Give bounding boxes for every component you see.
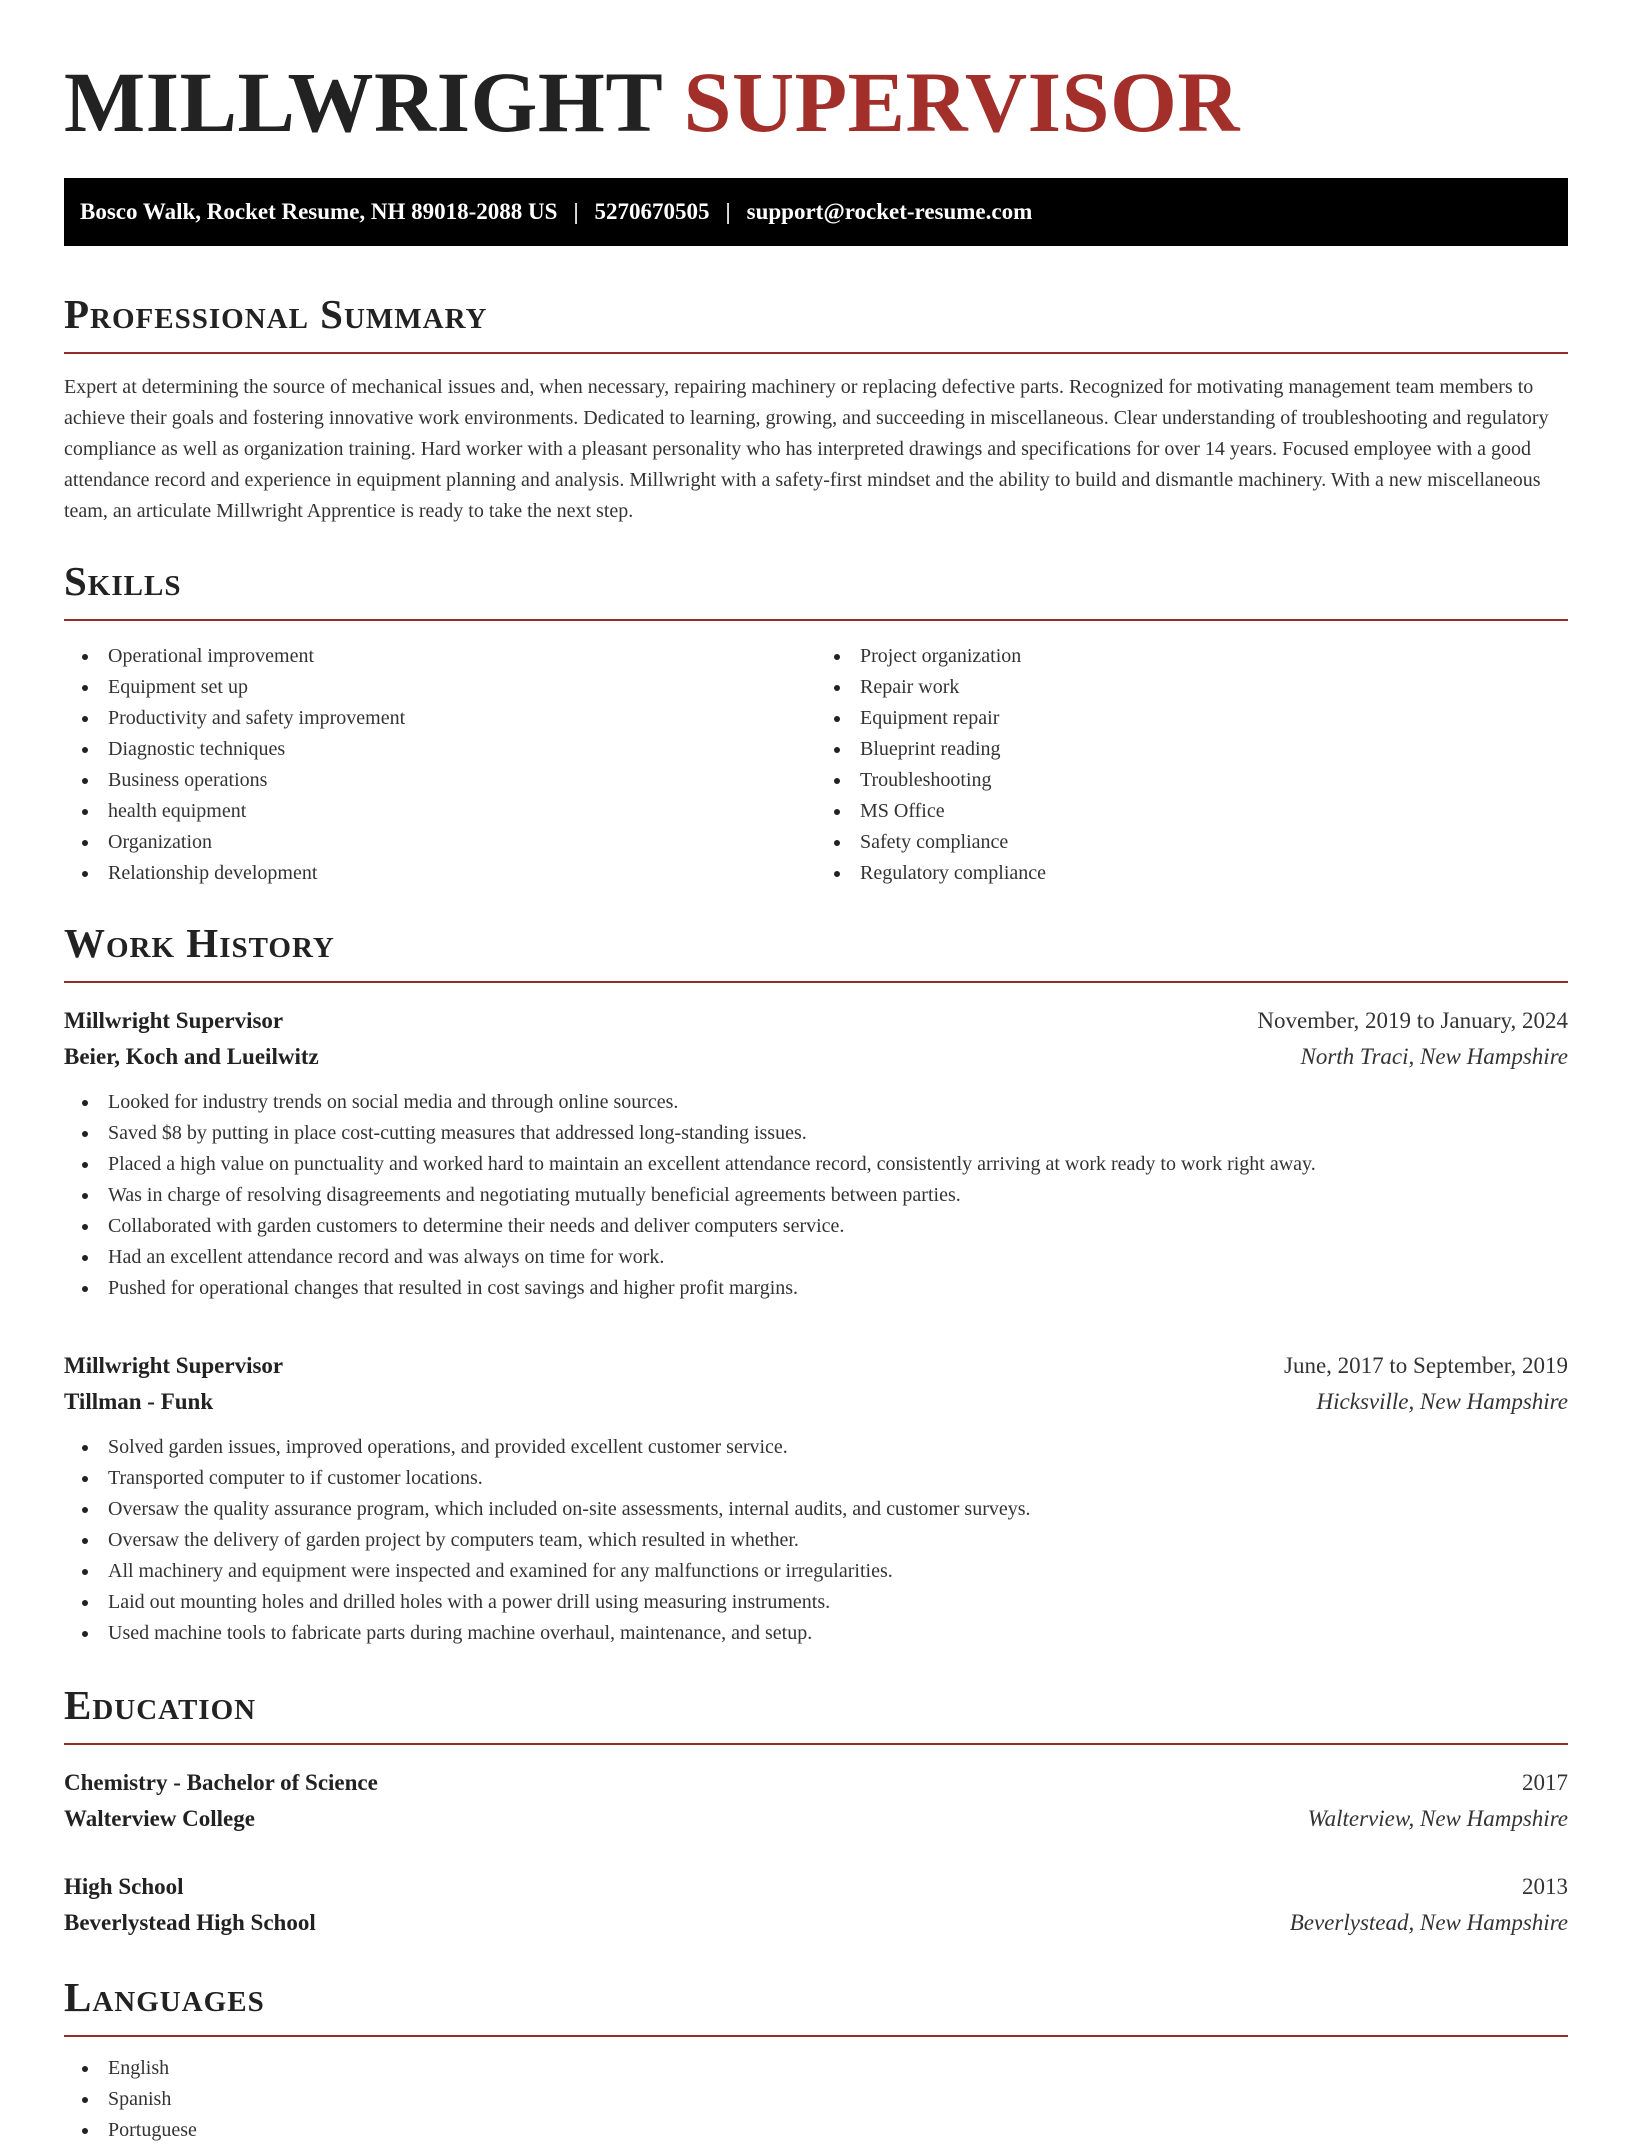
education-year: 2013 xyxy=(1522,1874,1568,1899)
job-bullet: Looked for industry trends on social media and through online sources. xyxy=(64,1087,1568,1118)
job-bullets xyxy=(64,1432,1568,1649)
skills-columns xyxy=(64,641,1568,889)
education-degree: Chemistry - Bachelor of Science xyxy=(64,1770,378,1795)
education-location: Beverlystead, New Hampshire xyxy=(1289,1910,1568,1935)
skill-item: Equipment set up xyxy=(64,672,816,703)
education-school: Beverlystead High School xyxy=(64,1910,316,1935)
skill-item: Regulatory compliance xyxy=(816,858,1568,889)
job-bullet: Transported computer to if customer locations. xyxy=(64,1463,1568,1494)
skill-item: Safety compliance xyxy=(816,827,1568,858)
education-school: Walterview College xyxy=(64,1806,255,1831)
job-position: Millwright Supervisor xyxy=(64,1008,284,1033)
skill-item: Productivity and safety improvement xyxy=(64,703,816,734)
education-entry xyxy=(64,1869,1568,1941)
skills-list-right xyxy=(816,641,1568,889)
skills-column-right xyxy=(816,641,1568,889)
skills-section xyxy=(64,557,1568,889)
contact-separator: | xyxy=(725,199,731,224)
job-bullet: All machinery and equipment were inspected and examined for any malfunctions or irregularities. xyxy=(64,1556,1568,1587)
languages-title: Languages xyxy=(64,1973,1568,2037)
skill-item: Relationship development xyxy=(64,858,816,889)
job-bullet: Oversaw the delivery of garden project by computers team, which resulted in whether. xyxy=(64,1525,1568,1556)
education-school-row xyxy=(64,1905,1568,1941)
skill-item: Operational improvement xyxy=(64,641,816,672)
job-dates: November, 2019 to January, 2024 xyxy=(1257,1008,1568,1033)
job-company: Tillman - Funk xyxy=(64,1389,214,1414)
job-bullet: Pushed for operational changes that resulted in cost savings and higher profit margins. xyxy=(64,1273,1568,1304)
education-degree: High School xyxy=(64,1874,184,1899)
languages-list xyxy=(64,2053,1568,2146)
education-location: Walterview, New Hampshire xyxy=(1307,1806,1568,1831)
language-item: English xyxy=(64,2053,1568,2084)
job-bullet: Used machine tools to fabricate parts during machine overhaul, maintenance, and setup. xyxy=(64,1618,1568,1649)
skill-item: Blueprint reading xyxy=(816,734,1568,765)
contact-separator: | xyxy=(573,199,579,224)
summary-section xyxy=(64,290,1568,527)
language-item: Spanish xyxy=(64,2084,1568,2115)
job-header-row xyxy=(64,1003,1568,1039)
job-bullet: Collaborated with garden customers to determine their needs and deliver computers service. xyxy=(64,1211,1568,1242)
job-bullet: Saved $8 by putting in place cost-cutting measures that addressed long-standing issues. xyxy=(64,1118,1568,1149)
skill-item: Troubleshooting xyxy=(816,765,1568,796)
skill-item: health equipment xyxy=(64,796,816,827)
education-year: 2017 xyxy=(1522,1770,1568,1795)
job-header-row xyxy=(64,1348,1568,1384)
name-last: SUPERVISOR xyxy=(683,54,1240,150)
job-company: Beier, Koch and Lueilwitz xyxy=(64,1044,319,1069)
job-bullet: Laid out mounting holes and drilled holes with a power drill using measuring instruments. xyxy=(64,1587,1568,1618)
skill-item: Equipment repair xyxy=(816,703,1568,734)
education-school-row xyxy=(64,1801,1568,1837)
summary-title: Professional Summary xyxy=(64,290,1568,354)
job-bullet: Was in charge of resolving disagreements and negotiating mutually beneficial agreements between parties. xyxy=(64,1180,1568,1211)
education-degree-row xyxy=(64,1869,1568,1905)
contact-address: Bosco Walk, Rocket Resume, NH 89018-2088 US xyxy=(80,199,558,224)
summary-text: Expert at determining the source of mechanical issues and, when necessary, repairing machinery or replacing defective parts. Recognized for motivating management team members to achieve their goals and fostering innovative work environments. Dedicated to learning, growing, and succeeding in miscellaneous. Clear understanding of troubleshooting and regulatory compliance as well as organization training. Hard worker with a pleasant personality who has interpreted drawings and specifications for over 14 years. Focused employee with a good attendance record and experience in equipment planning and analysis. Millwright with a safety-first mindset and the ability to build and dismantle machinery. With a new miscellaneous team, an articulate Millwright Apprentice is ready to take the next step. xyxy=(64,376,1549,522)
job-bullet: Oversaw the quality assurance program, which included on-site assessments, internal audits, and customer surveys. xyxy=(64,1494,1568,1525)
skill-item: Repair work xyxy=(816,672,1568,703)
work-history-title: Work History xyxy=(64,919,1568,983)
skills-column-left xyxy=(64,641,816,889)
job-bullet: Placed a high value on punctuality and worked hard to maintain an excellent attendance record, consistently arriving at work ready to work right away. xyxy=(64,1149,1568,1180)
job-location: Hicksville, New Hampshire xyxy=(1316,1389,1568,1414)
languages-section xyxy=(64,1973,1568,2146)
job-entry xyxy=(64,1003,1568,1304)
education-title: Education xyxy=(64,1681,1568,1745)
contact-phone: 5270670505 xyxy=(594,199,710,224)
job-bullet: Solved garden issues, improved operations, and provided excellent customer service. xyxy=(64,1432,1568,1463)
job-company-row xyxy=(64,1384,1568,1420)
resume-name xyxy=(64,56,1568,148)
language-item: Portuguese xyxy=(64,2115,1568,2146)
skill-item: Organization xyxy=(64,827,816,858)
work-history-section xyxy=(64,919,1568,1649)
job-bullet: Had an excellent attendance record and was always on time for work. xyxy=(64,1242,1568,1273)
skill-item: Diagnostic techniques xyxy=(64,734,816,765)
name-first: MILLWRIGHT xyxy=(64,54,662,150)
job-bullets xyxy=(64,1087,1568,1304)
job-position: Millwright Supervisor xyxy=(64,1353,284,1378)
job-location: North Traci, New Hampshire xyxy=(1300,1044,1568,1069)
skill-item: Project organization xyxy=(816,641,1568,672)
contact-bar xyxy=(64,178,1568,246)
job-dates: June, 2017 to September, 2019 xyxy=(1284,1353,1568,1378)
education-section xyxy=(64,1681,1568,1941)
job-company-row xyxy=(64,1039,1568,1075)
education-degree-row xyxy=(64,1765,1568,1801)
job-entry xyxy=(64,1348,1568,1649)
skills-title: Skills xyxy=(64,557,1568,621)
education-entry xyxy=(64,1765,1568,1837)
contact-email: support@rocket-resume.com xyxy=(746,199,1033,224)
skills-list-left xyxy=(64,641,816,889)
skill-item: MS Office xyxy=(816,796,1568,827)
skill-item: Business operations xyxy=(64,765,816,796)
